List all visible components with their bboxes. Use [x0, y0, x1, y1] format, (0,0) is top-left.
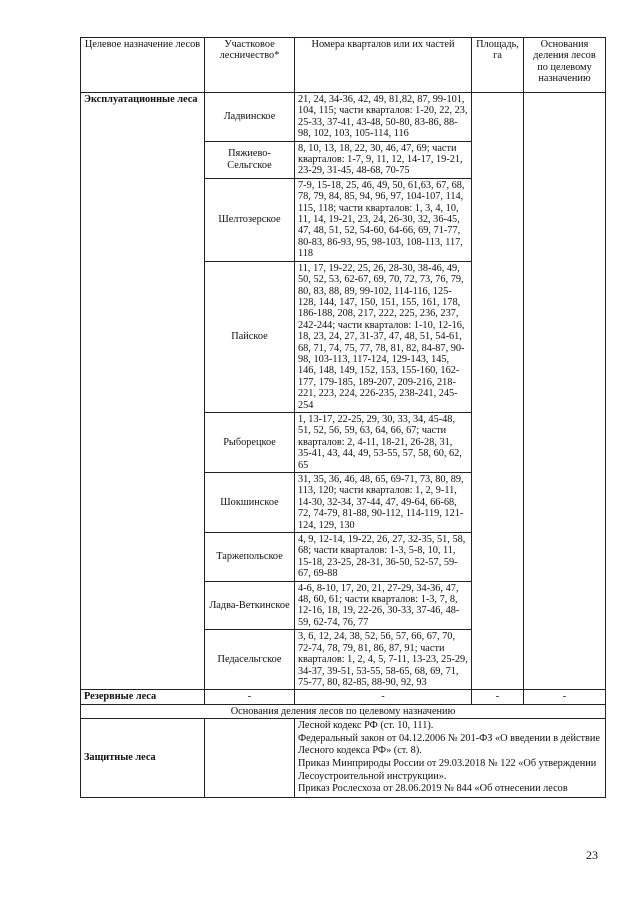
forestry-name: Таржепольское: [205, 533, 295, 582]
forestry-name: Ладвинское: [205, 93, 295, 142]
quarters-cell: 7-9, 15-18, 25, 46, 49, 50, 61,63, 67, 68, 78, 79, 84, 85, 94, 96, 97, 104-107, 114, 115, 118; части кварталов: 1, 3, 4, 10, 11, 14, 19-21, 23, 24, 26-30, 32, 36-45, 47, 48, 51, 52, 54-60, 64-66, 69, 71-77, 80-83, 86-93, 95, 98-103, 108-113, 117, 118: [295, 178, 472, 261]
quarters-cell: 31, 35, 36, 46, 48, 65, 69-71, 73, 80, 89, 113, 120; части кварталов: 1, 2, 9-11, 14-30, 32-34, 37-44, 47, 49-64, 66-68, 72, 74-79, 81-88, 90-112, 114-119, 121-124, 129, 130: [295, 473, 472, 533]
basis-cell: [524, 93, 606, 690]
reserve-row: [81, 690, 606, 704]
basis-line: Приказ Минприроды России от 29.03.2018 № 122 «Об утверждении Лесоустроительной инструкции».: [298, 757, 597, 782]
header-purpose: Целевое назначение лесов: [81, 38, 205, 93]
header-forestry: Участковое лесничество*: [205, 38, 295, 93]
forestry-name: Шелтозерское: [205, 178, 295, 261]
reserve-label: Резервные леса: [81, 690, 205, 704]
page-number: 23: [586, 848, 598, 862]
reserve-dash: -: [295, 690, 472, 704]
reserve-dash: -: [524, 690, 606, 704]
forestry-name: Пяжиево-Сельгское: [205, 141, 295, 178]
basis-line: Приказ Рослесхоза от 28.06.2019 № 844 «Об отнесении лесов: [298, 783, 568, 795]
subheader: Основания деления лесов по целевому назначению: [81, 704, 606, 718]
quarters-cell: 11, 17, 19-22, 25, 26, 28-30, 38-46, 49, 50, 52, 53, 62-67, 69, 70, 72, 73, 76, 79, 80, 83, 88, 89, 99-102, 114-116, 125-128, 144, 147, 150, 151, 155, 161, 178, 186-188, 208, 217, 222, 225, 236, 237, 242-244; части кварталов: 1-10, 12-16, 18, 23, 24, 27, 31-37, 47, 48, 51, 54-61, 68, 71, 74, 75, 77, 78, 81, 82, 84-87, 90-98, 103-113, 117-124, 129-143, 145, 146, 148, 149, 152, 153, 155-160, 162-177, 179-185, 189-207, 209-216, 218-221, 223, 224, 226-235, 238-241, 245-254: [295, 261, 472, 412]
basis-line: Федеральный закон от 04.12.2006 № 201-ФЗ «О введении в действие Лесного кодекса РФ» (ст. 8).: [298, 732, 600, 757]
quarters-cell: 4, 9, 12-14, 19-22, 26, 27, 32-35, 51, 58, 68; части кварталов: 1-3, 5-8, 10, 11, 15-18, 23-25, 28-31, 36-50, 52-57, 59-67, 69-88: [295, 533, 472, 582]
forest-purpose-table: [80, 37, 606, 798]
quarters-cell: 3, 6, 12, 24, 38, 52, 56, 57, 66, 67, 70, 72-74, 78, 79, 81, 86, 87, 91; части кварталов: 1, 2, 4, 5, 7-11, 13-23, 25-29, 34-37, 39-51, 53-55, 58-65, 68, 69, 71, 75-77, 80, 82-85, 88-90, 92, 93: [295, 630, 472, 690]
forestry-name: Пайское: [205, 261, 295, 412]
forestry-name: Шокшинское: [205, 473, 295, 533]
protective-empty: [205, 719, 295, 798]
forestry-name: Ладва-Веткинское: [205, 581, 295, 630]
basis-line: Лесной кодекс РФ (ст. 10, 111).: [298, 720, 434, 732]
header-quarters: Номера кварталов или их частей: [295, 38, 472, 93]
header-area: Площадь, га: [472, 38, 524, 93]
quarters-cell: 21, 24, 34-36, 42, 49, 81,82, 87, 99-101, 104, 115; части кварталов: 1-20, 22, 23, 25-33, 37-41, 43-48, 50-80, 83-86, 88-98, 102, 103, 105-114, 116: [295, 93, 472, 142]
subheader-row: [81, 704, 606, 718]
protective-basis: [295, 719, 606, 798]
reserve-dash: -: [472, 690, 524, 704]
header-basis: Основания деления лесов по целевому назначению: [524, 38, 606, 93]
forestry-name: Педасельгское: [205, 630, 295, 690]
quarters-cell: 1, 13-17, 22-25, 29, 30, 33, 34, 45-48, 51, 52, 56, 59, 63, 64, 66, 67; части кварталов: 2, 4-11, 18-21, 26-28, 31, 35-41, 43, 44, 49, 53-55, 57, 58, 60, 62, 65: [295, 412, 472, 472]
quarters-cell: 8, 10, 13, 18, 22, 30, 46, 47, 69; части кварталов: 1-7, 9, 11, 12, 14-17, 19-21, 23-29, 31-45, 48-68, 70-75: [295, 141, 472, 178]
protective-row: [81, 719, 606, 798]
exploitation-label: Эксплуатационные леса: [81, 93, 205, 690]
table-row: [81, 93, 606, 142]
forestry-name: Рыборецкое: [205, 412, 295, 472]
area-cell: [472, 93, 524, 690]
quarters-cell: 4-6, 8-10, 17, 20, 21, 27-29, 34-36, 47, 48, 60, 61; части кварталов: 1-3, 7, 8, 12-16, 18, 19, 22-26, 30-33, 37-46, 48-59, 62-74, 76, 77: [295, 581, 472, 630]
header-row: [81, 38, 606, 93]
protective-label: Защитные леса: [81, 719, 205, 798]
reserve-dash: -: [205, 690, 295, 704]
